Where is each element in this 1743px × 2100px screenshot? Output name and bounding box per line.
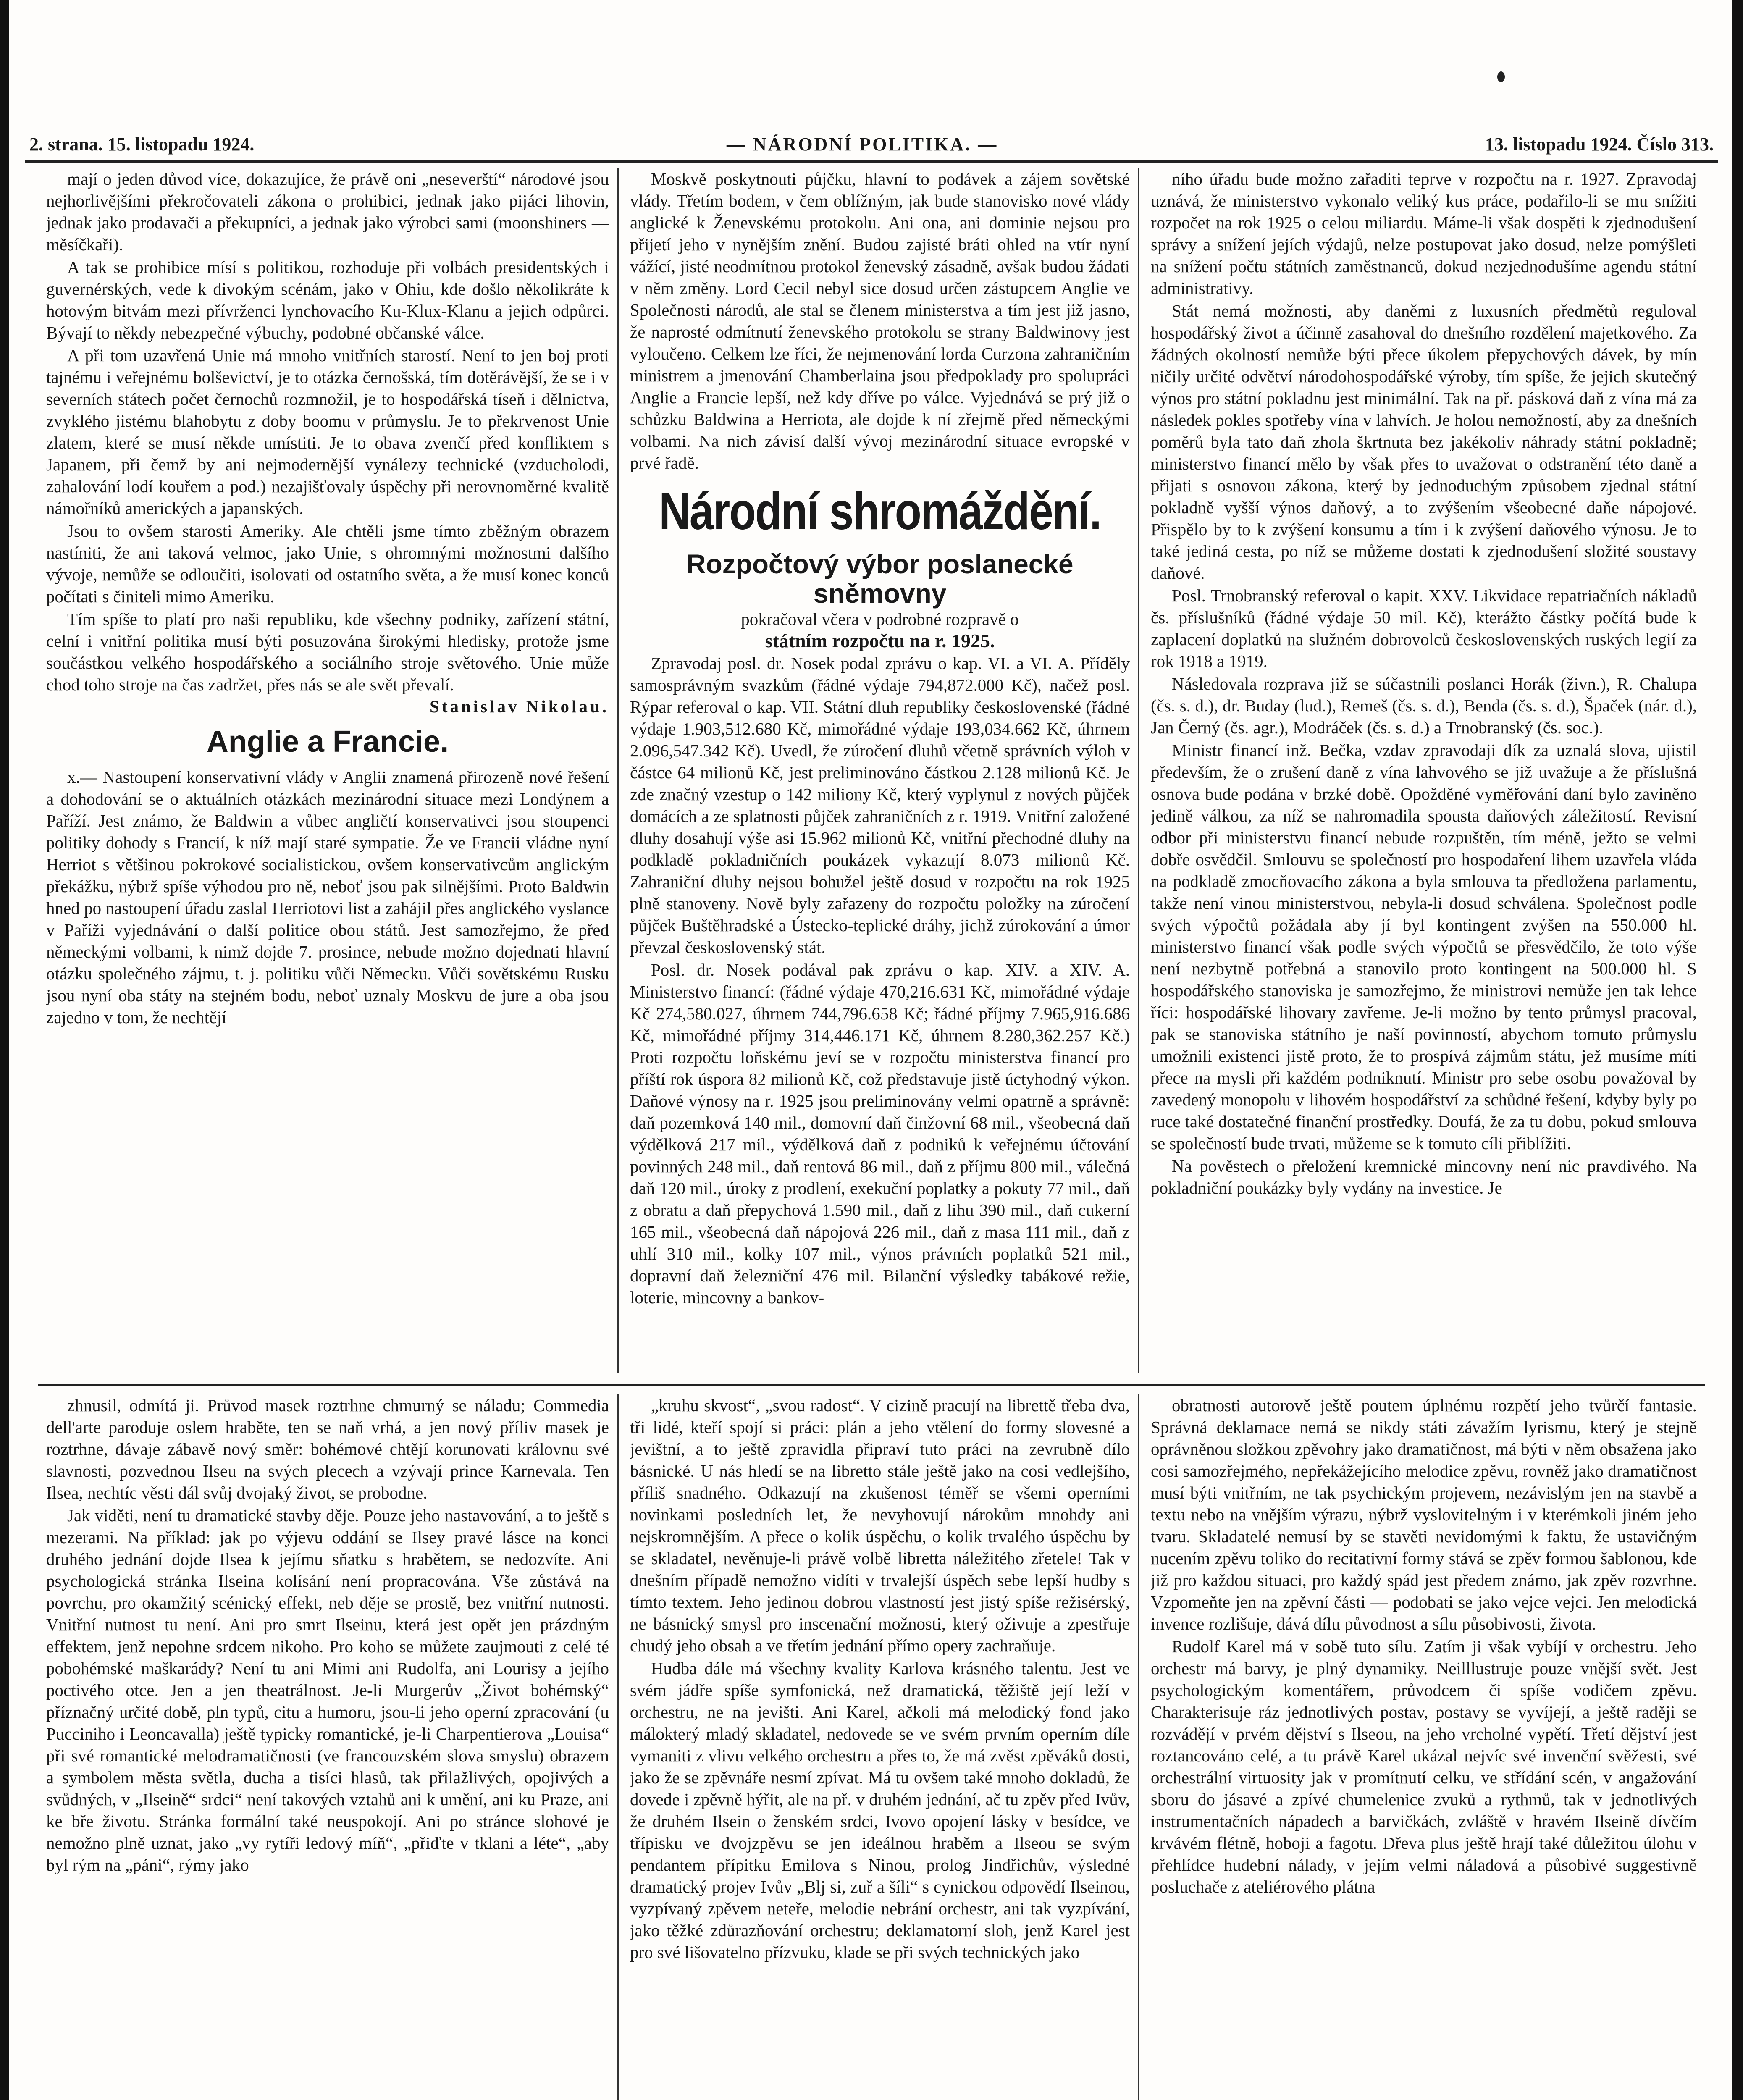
intro-text: pokračoval včera v podrobné rozpravě o — [741, 609, 1019, 629]
header-rule — [25, 160, 1718, 163]
paragraph: Stát nemá možnosti, aby daněmi z luxusních předmětů reguloval hospodářský život a účinně zasahoval do dnešního rozdělení majetkového. Za žádných okolností nemůže býti přece úkolem přepychových dávek, by mín ničily určité odvětví národohospodářské výroby, tím spíše, že jejich skutečný výnos pro státní pokladnu jest minimální. Tak na př. pásková daň z vína má za následek pokles spotřeby vína v lahvích. Je holou nemožností, aby za dnešních poměrů byla tato daň zhola škrtnuta bez jakékoliv náhrady státní pokladně; ministerstvo financí mělo by však přes to uvažovat o odstranění této daně a přijati s osnovou zákona, který by jednoduchým způsobem zjednal státní pokladně vyšší výnos daňový, a to zvýšením všeobecné daňe nápojové. Přispělo by to k zvýšení konsumu a tím i k zvýšení daňového výnosu. Je to také jediná cesta, po níž se můžeme dostati k zjednodušení složité soustavy daňové. — [1151, 301, 1697, 583]
paragraph: Posl. dr. Nosek podával pak zprávu o kap. XIV. a XIV. A. Ministerstvo financí: (řádné výdaje 470,216.631 Kč, mimořádné výdaje Kč 274,580.027, úhrnem 744,796.658 Kč; řádné příjmy 7.965,916.686 Kč, mimořádné příjmy 314,446.171 Kč, úhrnem 8.280,362.257 Kč.) Proti rozpočtu loňskému jeví se v rozpočtu ministerstva financí pro příští rok úspora 82 milionů Kč, což představuje jistě úctyhodný výkon. Daňové výnosy na r. 1925 jsou preliminovány velmi opatrně a správně: daň pozemková 140 mil., domovní daň činžovní 68 mil., všeobecná daň výdělková 217 mil., výdělková daň z podniků k veřejnému účtování povinných 248 mil., daň rentová 86 mil., daň z příjmu 800 mil., válečná daň 120 mil., úroky z prodlení, exekuční poplatky a pokuty 77 mil., daň z obratu a daň přepychová 1.590 mil., daň z lihu 390 mil., daň cukerní 165 mil., všeobecná daň nápojová 226 mil., daň z masa 111 mil., daň z uhlí 310 mil., kolky 107 mil., výnos právních poplatků 521 mil., dopravní daň železniční 476 mil. Bilanční výsledky tabákové režie, loterie, mincovny a bankov- — [630, 960, 1130, 1307]
paragraph: obratnosti autorově ještě poutem úplnému rozpětí jeho tvůrčí fantasie. Správná deklamace nemá se nikdy státi závažím lyrismu, který je stejně oprávněnou složkou zpěvohry jako dramatičnost, má býti v něm obsažena jako cosi samozřejmého, nepřekážejícího melodice zpěvu, rovněž jako dramatičnost musí býti vnitřním, ne tak psychickým projevem, nezávislým jen na stavbě a textu nebo na vnějším výrazu, nýbrž vyslovitelným i v kterémkoli jiném jeho tvaru. Skladatelé nemusí by se stavěti nevidomými k faktu, že ustavičným nucením zpěvu toliko do recitativní formy stává se zpěv formou šablonou, kde již pro každou situaci, pro každý spád jest předem známo, jak zpěv rozvrhne. Vzpomeňte jen na zpěvní části — podobati se jako vejce vejci. Jen melodická invence rozlišuje, dává dílu původnost a sílu působivosti, života. — [1151, 1396, 1697, 1633]
scan-border-left — [0, 0, 9, 2100]
feuilleton-column-2 — [630, 1394, 1130, 2100]
paragraph: Posl. Trnobranský referoval o kapit. XXV. Likvidace repatriačních nákladů čs. příslušníků (řádné výdaje 50 mil. Kč), kterážto částky počítá bude k zaplacení doplatků na služném dobrovolců československých ruských legií za rok 1918 a 1919. — [1151, 586, 1697, 671]
paragraph: A tak se prohibice mísí s politikou, rozhoduje při volbách presidentských i guvernérských, vede k divokým scénám, jako v Ohiu, kde došlo několikráte k hotovým bitvám mezi přívrženci lynchovacího Ku-Klux-Klanu a jejich odpůrci. Bývají to někdy nebezpečné výbuchy, podobné občanské válce. — [46, 257, 609, 342]
paragraph: Tím spíše to platí pro naši republiku, kde všechny podniky, zařízení státní, celní i vnitřní politika musí býti posuzována širokými hledisky, protože jsme součástkou velkého hospodářského a sociálního stroje světového. Unie může chod toho stroje na čas zadržet, přes nás se ale svět převalí. — [46, 609, 609, 694]
column-2 — [630, 168, 1130, 1373]
paragraph: Rudolf Karel má v sobě tuto sílu. Zatím ji však vybíjí v orchestru. Jeho orchestr má barvy, je plný dynamiky. Neilllustruje pouze vnější svět. Jest psychologickým komentářem, průvodcem či spíše vodičem zpěvu. Charakterisuje ráz jednotlivých postav, postavy se vyvíjejí, a ještě raději se rozvádějí v prvém dějství s Ilseou, na jeho vrcholné vypětí. Třetí dějství jest roztancováno celé, a tu právě Karel ukázal nejvíc své invenční svěžesti, své orchestrální virtuosity jak v promítnutí celku, ve střídání scén, v angažování sboru do jásavé a zpívé chumelenice zvuků a rythmů, tak v jednotlivých instrumentačních nápadech a barvičkách, zvláště v hravém Ilseině dívčím krvávém flétně, hoboji a fagotu. Dřeva plus ještě hrají také důležitou úlohu v přehlídce hudební nálady, v jejím velmi náladová a působivé suggestivně posluchače z ateliérového plátna — [1151, 1637, 1697, 1896]
signature: Stanislav Nikolau. — [430, 697, 609, 716]
column-divider — [617, 1394, 619, 2100]
paragraph: A při tom uzavřená Unie má mnoho vnitřních starostí. Není to jen boj proti tajnému i veřejnému bolševictví, je to otázka černošská, tím dotěrávější, že se i v severních státech počet černochů rozmnožil, je to hospodářská tíseň i dělnictva, zvyklého jistému blahobytu z doby boomu v průmyslu. Je to překrvenost Unie zlatem, které se musí někde umístiti. Je to obava zvenčí před konfliktem s Japanem, při čemž by ani nejmodernější vynálezy technické (vzducholodi, zahalování lodí kouřem a pod.) nezajišťovaly úspěchy při nerovnoměrné kvalitě námořníků amerických a japanských. — [46, 346, 609, 518]
article-title-anglie: Anglie a Francie. — [206, 725, 449, 759]
paragraph: „kruhu skvost“, „svou radost“. V cizině pracují na librettě třeba dva, tři lidé, kteří spojí si práci: plán a jeho vtělení do formy slovesné a jevištní, a to ještě zpravidla připraví tuto práci na zevrubně dílo básnické. U nás hledí se na libretto stále ještě jako na cosi vedlejšího, příliš snadného. Odkazují na zkušenost téměř se všemi operními novinkami posledních let, že nevyhovují nárokům mnohdy ani nejskromnějším. A přece o kolik úspěchu, o kolik trvalého úspěchu by se skladatel, nevěnuje-li právě volbě libretta náležitého zřetele! Tak v dnešním případě nemožno vidíti v trvalejší úspěch sebe lepší hudby s tímto textem. Jeho jedinou dobrou vlastností jest jistý spíše režisérský, ne básnický smysl pro inscenační možnosti, který oživuje a zpestřuje chudý jeho obsah a ve třetím jednání přímo opery zachraňuje. — [630, 1396, 1130, 1655]
header-right: 13. listopadu 1924. Číslo 313. — [1485, 134, 1714, 155]
ink-spot — [1497, 71, 1505, 82]
feuilleton-column-1 — [46, 1394, 609, 2100]
paragraph: Na pověstech o přeložení kremnické mincovny není nic pravdivého. Na pokladniční poukázky byly vydány na investice. Je — [1151, 1156, 1697, 1197]
article-intro — [630, 608, 1130, 652]
paragraph: ního úřadu bude možno zařaditi teprve v rozpočtu na r. 1927. Zpravodaj uznává, že ministerstvo vykonalo veliký kus práce, podařilo-li se mu snížiti rozpočet na rok 1925 o celou miliardu. Máme-li však dospěti k zjednodušení správy a snížení jejích výdajů, nelze postupovat jako dosud, nelze pomýšleti na snížení počtu státních zaměstnanců, dokud nezjednodušíme agendu státní administrativy. — [1151, 169, 1697, 298]
paragraph: Moskvě poskytnouti půjčku, hlavní to podávek a zájem sovětské vlády. Třetím bodem, v čem oblížným, jak bude stanovisko nové vlády anglické k Ženevskému protokolu. Ani ona, ani dominie nejsou pro přijetí jeho v nynějším znění. Budou zajisté bráti ohled na vtír nyní vážící, jisté neodmítnou protokol ženevský zásadně, avšak budou žádati v něm změny. Lord Cecil nebyl sice dosud určen zástupcem Anglie ve Společnosti národů, ale stal se členem ministerstva a tím jest již jasno, že naprosté odmítnutí ženevského protokolu se strany Baldwinovy jest vyloučeno. Celkem lze říci, že nejmenování lorda Curzona zahraničním ministrem a jmenování Chamberlaina jsou předpoklady pro spolupráci Anglie a Francie lepší, než kdy dříve po válce. Vyjednává se prý již o schůzku Baldwina a Herriota, ale dojde k ní zřejmě před německými volbami. Na nich závisí další vývoj mezinárodní situace evropské v prvé řadě. — [630, 169, 1130, 472]
column-1 — [46, 168, 609, 1373]
column-divider — [617, 168, 619, 1373]
section-divider — [38, 1384, 1705, 1386]
paragraph: Hudba dále má všechny kvality Karlova krásného talentu. Jest ve svém jádře spíše symfonická, než dramatická, těžiště její leží v orchestru, ne na jevišti. Ani Karel, ačkoli má melodický fond jako málokterý mladý skladatel, nedovede se ve svém prvním operním díle vymaniti z vlivu velkého orchestru a přes to, že má zvěst zpěváků dosti, jako že se zpěvnáře nesmí zpívat. Má tu ovšem také mnoho dokladů, že dovede i zpěvně hýřit, ale na př. v druhém jednání, ač tu zpěv před Ivův, že druhém Ilsein o ženském srdci, Ivovo opojení lásky v besídce, ve třípisku ve dvojzpěvu se jen ideálnou hraběm a Ilseou se svým pendantem přípitku Emilova s Ninou, prolog Jindřichův, výsledné dramatický projev Ivův „Blj si, zuř a šíli“ s cynickou odpovědí Ilseinou, vyzpívaný zpěvem neteře, melodie nebrání orchestr, ani tak vyzpívání, jako těžké zdůrazňování orchestru; deklamatorní sloh, jenž Karel jest pro své lišovatelno přízvuku, klade se při svých technických jako — [630, 1659, 1130, 1962]
column-divider — [1138, 1394, 1139, 2100]
feuilleton-column-3 — [1151, 1394, 1697, 2100]
paragraph: Zpravodaj posl. dr. Nosek podal zprávu o kap. VI. a VI. A. Příděly samosprávným svazkům (řádné výdaje 794,872.000 Kč), načež posl. Rýpar referoval o kap. VII. Státní dluh republiky československé (řádné výdaje 1.903,512.680 Kč, mimořádné výdaje 193,034.662 Kč, úhrnem 2.096,547.342 Kč). Uvedl, že zúročení dluhů včetně správních výloh v částce 64 milionů Kč, jest preliminováno částkou 2.128 milionů Kč. Je zde značný vzestup o 142 miliony Kč, který vyplynul z nových půjček domácích a ze splatnosti půjček zahraničních z r. 1919. Vnitřní založené dluhy dosahují výše asi 15.962 milionů Kč, vnitřní přechodné dluhy na podkladě pokladničních poukázek vykazují 8.073 milionů Kč. Zahraniční dluhy nejsou bohužel ještě dosud v rozpočtu na rok 1925 plně stanoveny. Nově byly zařazeny do rozpočtu položky na zúročení půjček Buštěhradské a Ústecko-teplické dráhy, jichž zúrokování a úmor převzal československý stát. — [630, 654, 1130, 957]
paragraph: Jak viděti, není tu dramatické stavby děje. Pouze jeho nastavování, a to ještě s mezerami. Na příklad: jak po výjevu oddání se Ilsey pravé lásce na konci druhého jednání dojde Ilsea k jejímu sňatku s hrabětem, se nedozvíte. Ani psychologická stránka Ilseina kolísání není propracována. Vše zůstává na povrchu, pro okamžitý scénický effekt, neb děje se prostě, bez vnitřní nutnosti. Vnitřní nutnost tu není. Ani pro smrt Ilseinu, která jest opět jen prázdným effektem, jenž nepohne srdcem nikoho. Pro koho se můžete zaujmouti z celé té pobohémské maškarády? Není tu ani Mimi ani Rudolfa, ani Lourisy a jejího poctivého otce. Jen a jen theatrálnost. Je-li Murgerův „Život bohémský“ příznačný určité době, pln typů, citu a humoru, jsou-li jeho operní zpracování (u Pucciniho i Leoncavalla) ještě typicky romantické, je-li Charpentierova „Louisa“ při své romantické melodramatičnosti (ve francouzském slova smyslu) obrazem a symbolem města světla, ducha a tisíci hlasů, tak přilažlivých, opojivých a svůdných, v „Ilseině“ srdci“ není takových vztahů ani k umění, ani ku Praze, ani ke bře životu. Stránka formální také neuspokojí. Ani po stránce slohové je nemožno plně uznat, jako „vy rytíři ledový míň“, „přiďte v tklani a léte“, „aby byl rým na „páni“, rýmy jako — [46, 1506, 609, 1874]
article-title-narodni-shromazdeni: Národní shromáždění. — [659, 482, 1101, 541]
masthead-title: — NÁRODNÍ POLITIKA. — — [727, 134, 998, 155]
column-divider — [1138, 168, 1139, 1373]
intro-bold: státním rozpočtu na r. 1925. — [765, 630, 995, 651]
paragraph: mají o jeden důvod více, dokazujíce, že právě oni „neseverští“ národové jsou nejhorlivějšími překročovateli zákona o prohibici, jednak jako pijáci lihovin, jednak jako prodavači a překupníci, a jednak jako výrobci sami (moonshiners — měsíčkaři). — [46, 169, 609, 254]
page-header — [29, 134, 1714, 159]
paragraph: Jsou to ovšem starosti Ameriky. Ale chtěli jsme tímto zběžným obrazem nastíniti, že ani taková velmoc, jako Unie, s ohromnými možnostmi dalšího vývoje, nemůže se odloučiti, isolovati od ostatního světa, a že musí konec konců počítati s činiteli mimo Ameriku. — [46, 521, 609, 606]
article-subtitle: Rozpočtový výbor poslanecké sněmovny — [686, 549, 1074, 609]
paragraph: Ministr financí inž. Bečka, vzdav zpravodaji dík za uznalá slova, ujistil především, že o zrušení daně z vína lahvového se již uvažuje a že příslušná osnova bude podána v brzké době. Opožděné vyměřování daní bylo zaviněno jedině válkou, za níž se nahromadila spousta daňových záležitostí. Revisní odbor při ministerstvu financí nebude rozpuštěn, tím méně, ježto se velmi dobře osvědčil. Smlouvu se společností pro hospodaření lihem uzavřela vláda na podkladě zmocňovacího zákona a byla smlouva ta předložena parlamentu, takže není vinou ministerstvou, nebyla-li dosud schválena. Společnost podle svých výpočtů požádala aby jí byl kontingent zvýšen na 550.000 hl. ministerstvo financí však podle svých výpočtů se přesvědčilo, že toto výše není nezbytně potřebná a stanovilo proto kontingent na 500.000 hl. S hospodářského stanoviska je samozřejmo, že ministrovi nemůže jen tak lehce říci: hospodářské lihovary zavřeme. Je-li možno by tento průmysl pracoval, pak se stanoviska státního je naší povinností, abychom tomuto průmyslu umožnili existenci jistě proto, že to prospívá zájmům státu, jež musíme míti přece na mysli při každém podniknutí. Ministr pro sebe osobu považoval by zavedený monopolu v lihovém hospodářství za schůdné řešení, kdyby byly po ruce také dostatečné finanční prostředky. Doufá, že za tu dobu, pokud smlouva se společností bude trvati, můžeme se k tomuto cíli přiblížiti. — [1151, 740, 1697, 1153]
paragraph: Následovala rozprava již se súčastnili poslanci Horák (živn.), R. Chalupa (čs. s. d.), dr. Buday (lud.), Remeš (čs. s. d.), Benda (čs. s. d.), Špaček (nár. d.), Jan Černý (čs. agr.), Modráček (čs. s. d.) a Trnobranský (čs. soc.). — [1151, 674, 1697, 737]
header-left: 2. strana. 15. listopadu 1924. — [29, 134, 255, 155]
column-3 — [1151, 168, 1697, 1373]
paragraph: x.— Nastoupení konservativní vlády v Anglii znamená přirozeně nové řešení a dohodování se o aktuálních otázkách mezinárodní situace mezi Londýnem a Paříží. Jest známo, že Baldwin a vůbec angličtí konservativci jsou stoupenci politiky dohody s Francií, k níž mají staré sympatie. Že ve Francii vládne nyní Herriot s většinou pokrokové socialistickou, ovšem konservativcům anglickým překážku, nýbrž spíše výhodou pro ně, neboť jsou pak silnějšími. Proto Baldwin hned po nastoupení úřadu zaslal Herriotovi list a zahájil přes anglického vyslance v Paříži vyjednávání o další politice obou států. Jest samozřejmo, že před německými volbami, k nimž dojde 7. prosince, nebude možno dojednati hlavní otázku společného zájmu, t. j. politiku vůči Německu. Vůči sovětskému Rusku jsou nyní oba státy na stejném bodu, neboť uznaly Moskvu de jure a oba jsou zajedno v tom, že nechtějí — [46, 767, 609, 1027]
scan-border-right — [1732, 0, 1743, 2100]
paragraph: zhnusil, odmítá ji. Průvod masek roztrhne chmurný se náladu; Commedia dell'arte paroduje oslem hraběte, ten se naň vrhá, a jen nový příliv masek je roztrhne, dávaje zábavě nový směr: bohémové chtějí korunovati královnu své slavnosti, pozvednou Ilseu na svých plecech a vzývají prince Karnevala. Ten Ilsea, nechtíc věsti dál svůj dvojaký život, se probodne. — [46, 1396, 609, 1502]
